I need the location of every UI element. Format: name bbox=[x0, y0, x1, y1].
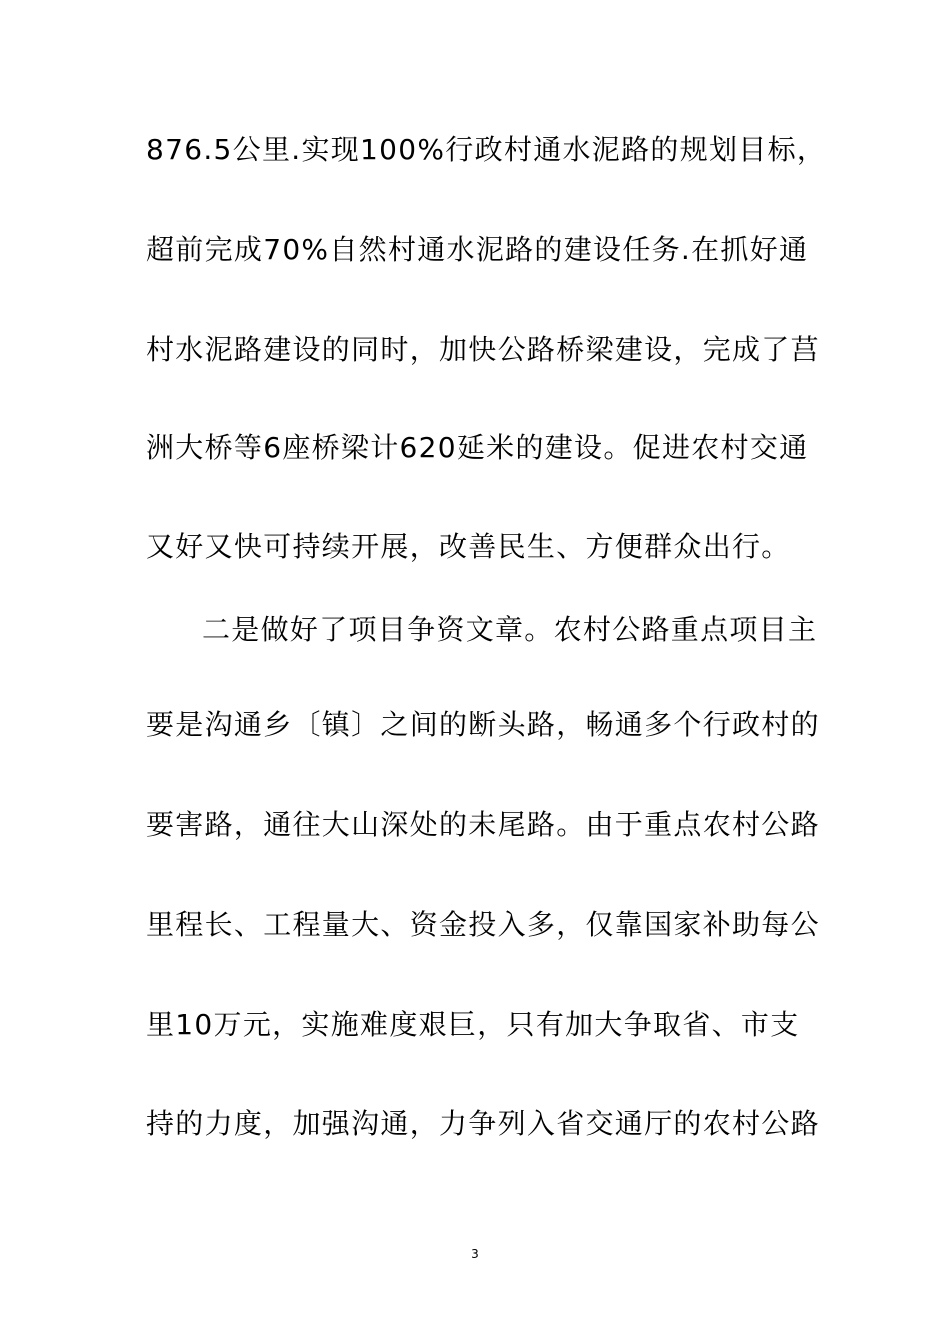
text-line: 超前完成70%自然村通水泥路的建设任务.在抓好通 bbox=[146, 233, 809, 266]
text-line: 持的力度，加强沟通，力争列入省交通厅的农村公路 bbox=[146, 1107, 820, 1140]
text-line: 里10万元，实施难度艰巨，只有加大争取省、市支 bbox=[146, 1008, 800, 1041]
text-line: 要是沟通乡〔镇〕之间的断头路，畅通多个行政村的 bbox=[146, 708, 820, 741]
text-line: 里程长、工程量大、资金投入多，仅靠国家补助每公 bbox=[146, 908, 820, 941]
text-line: 又好又快可持续开展，改善民生、方便群众出行。 bbox=[146, 530, 791, 563]
text-line: 要害路，通往大山深处的未尾路。由于重点农村公路 bbox=[146, 808, 820, 841]
text-line: 876.5公里.实现100%行政村通水泥路的规划目标， bbox=[146, 133, 827, 166]
text-line: 村水泥路建设的同时，加快公路桥梁建设，完成了莒 bbox=[146, 333, 820, 366]
paragraph-first-line: 二是做好了项目争资文章。农村公路重点项目主 bbox=[202, 613, 818, 646]
page-number: 3 bbox=[471, 1247, 479, 1261]
text-line: 洲大桥等6座桥梁计620延米的建设。促进农村交通 bbox=[146, 431, 809, 464]
